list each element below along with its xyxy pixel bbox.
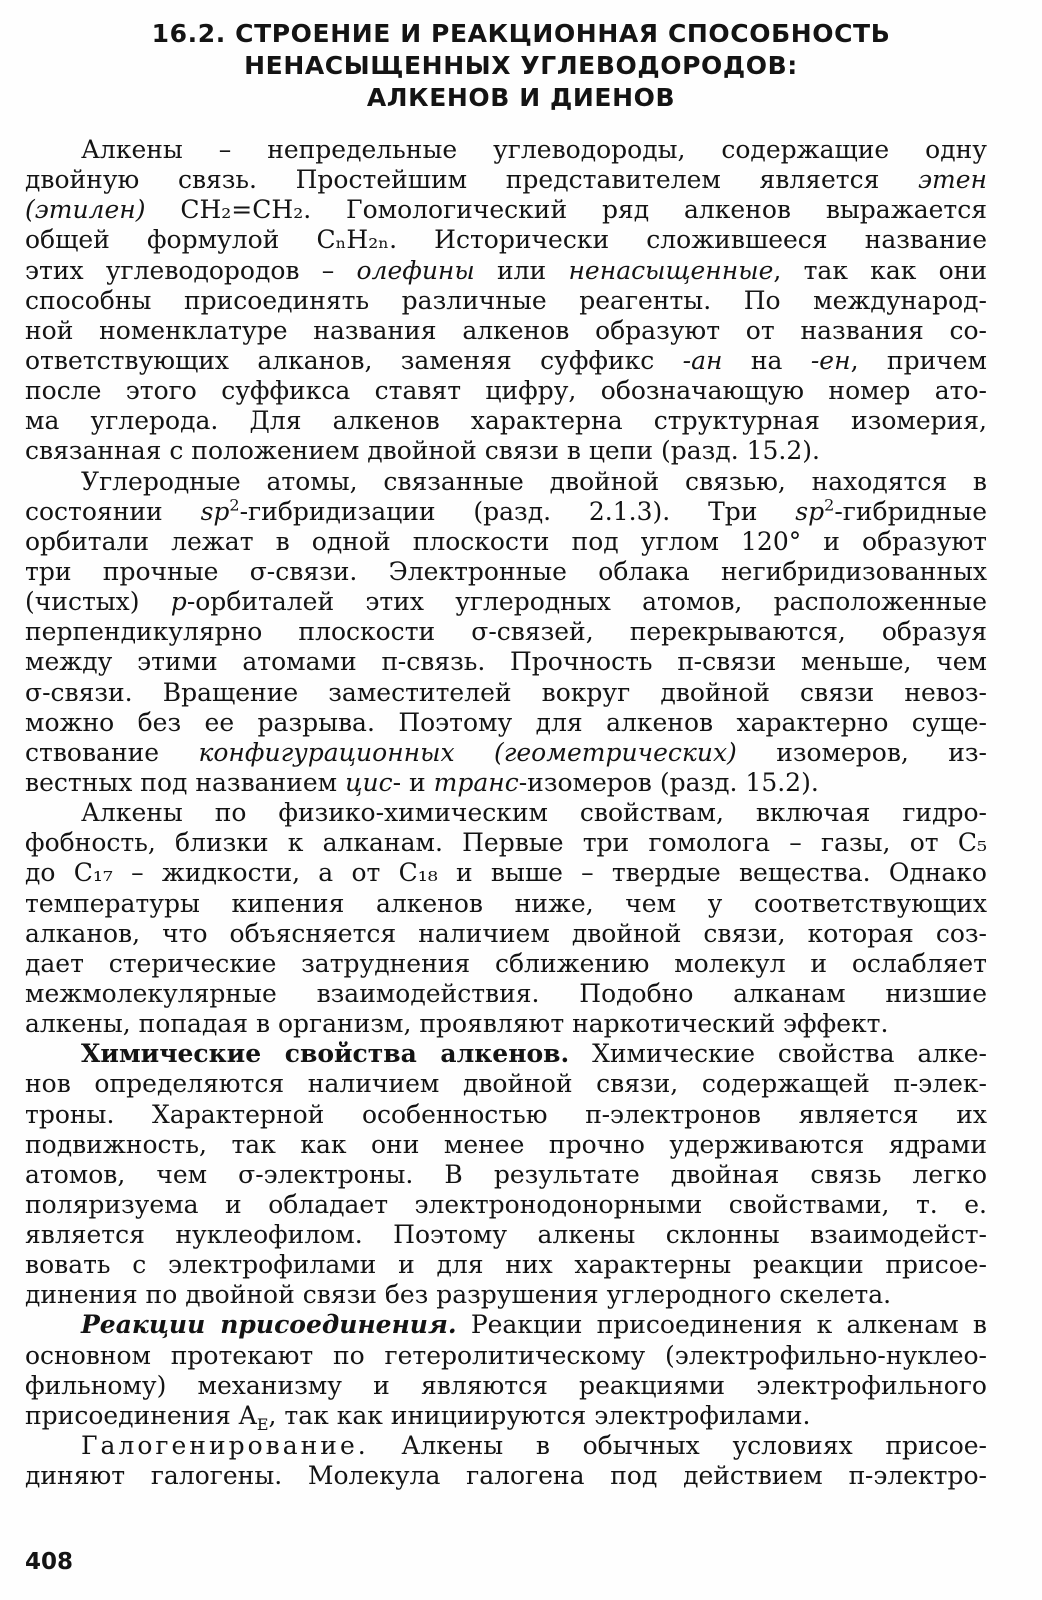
text-line: σ-связи. Вращение заместителей вокруг двойной связи невоз- <box>25 677 987 707</box>
text-line: межмолекулярные взаимодействия. Подобно алканам низшие <box>25 978 987 1008</box>
text-line: Алкены – непредельные углеводороды, содержащие одну <box>81 135 987 164</box>
formula-c5: C₅ <box>957 828 987 858</box>
text-line: динения по двойной связи без разрушения углеродного скелета. <box>25 1280 892 1310</box>
text-line: ответствующих алканов, заменяя суффикс -ан на -ен, причем <box>25 345 988 375</box>
heading-line-2: НЕНАСЫЩЕННЫХ УГЛЕВОДОРОДОВ: <box>244 51 798 80</box>
text-line: диняют галогены. Молекула галогена под действием π-электро- <box>25 1461 987 1491</box>
text-line: атомов, чем σ-электроны. В результате двойная связь легко <box>25 1159 987 1189</box>
text-line: присоединения $A_E$, так как инициируются электрофилами. <box>25 1400 811 1434</box>
suffix-en: -ен <box>810 345 851 375</box>
term-cis: цис <box>345 767 393 797</box>
heading-line-3: АЛКЕНОВ И ДИЕНОВ <box>366 83 676 112</box>
text-line: орбитали лежат в одной плоскости под углом 120° и образуют <box>25 526 987 556</box>
formula-ae: $A_E$ <box>238 1400 269 1434</box>
text-line: Углеродные атомы, связанные двойной связью, находятся в <box>81 466 987 496</box>
text-line: до C₁₇ – жидкости, а от C₁₈ и выше – твердые вещества. Однако <box>25 858 987 888</box>
text-line: ной номенклатуре названия алкенов образуют от названия со- <box>25 315 987 345</box>
term-olefins: олефины <box>356 255 475 285</box>
text-line: троны. Характерной особенностью π-электронов является их <box>25 1099 987 1129</box>
text-line: состоянии $sp^2$-гибридизации (разд. 2.1.3). Три $sp^2$-гибридные <box>25 495 988 526</box>
suffix-an: -ан <box>682 345 723 375</box>
text-line: температуры кипения алкенов ниже, чем у соответствующих <box>25 888 987 918</box>
heading-chem-props: Химические свойства алкенов. <box>81 1039 570 1069</box>
term-trans: транс <box>433 767 519 797</box>
text-line: ствование конфигурационных (геометрических) изомеров, из- <box>25 737 987 767</box>
text-line: Реакции присоединения. Реакции присоединения к алкенам в <box>81 1310 987 1340</box>
term-unsaturated: ненасыщенные <box>568 255 774 285</box>
text-line: алкены, попадая в организм, проявляют наркотический эффект. <box>25 1009 889 1039</box>
text-line: дает стерические затруднения сближению молекул и ослабляет <box>25 948 987 978</box>
term-config-isomers: конфигурационных (геометрических) <box>198 737 737 767</box>
section-heading <box>60 18 982 114</box>
text-line: двойную связь. Простейшим представителем является этен <box>25 165 987 195</box>
text-line: подвижность, так как они менее прочно удерживаются ядрами <box>25 1129 987 1159</box>
text-line: (чистых) p-орбиталей этих углеродных атомов, расположенные <box>25 587 987 617</box>
heading-halogenation: Галогенирование. <box>81 1431 369 1461</box>
text-line: вестных под названием цис- и транс-изомеров (разд. 15.2). <box>25 767 819 797</box>
text-line: основном протекают по гетеролитическому (электрофильно-нуклео- <box>25 1340 987 1370</box>
section-number: 16.2. <box>151 19 226 48</box>
text-line: после этого суффикса ставят цифру, обозначающую номер ато- <box>25 376 987 406</box>
formula-ethene: CH₂=CH₂. <box>180 195 312 225</box>
heading-addition-reactions: Реакции присоединения. <box>81 1310 457 1340</box>
text-line: Алкены по физико-химическим свойствам, включая гидро- <box>81 798 987 828</box>
page-number: 408 <box>25 1549 74 1575</box>
text-line: нов определяются наличием двойной связи, содержащей π-элек- <box>25 1069 987 1099</box>
text-line: поляризуема и обладает электронодонорными свойствами, т. е. <box>25 1189 987 1219</box>
text-line: перпендикулярно плоскости σ-связей, перекрываются, образуя <box>25 617 987 647</box>
text-line: (этилен) CH₂=CH₂. Гомологический ряд алкенов выражается <box>25 195 987 225</box>
text-line: этих углеводородов – олефины или ненасыщенные, так как они <box>25 255 987 285</box>
text-line: Химические свойства алкенов. Химические свойства алке- <box>81 1039 987 1069</box>
term-p: p <box>170 587 187 617</box>
text-line: связанная с положением двойной связи в цепи (разд. 15.2). <box>25 436 820 466</box>
heading-line-1: 16.2. СТРОЕНИЕ И РЕАКЦИОННАЯ СПОСОБНОСТЬ <box>151 19 891 48</box>
text-line: вовать с электрофилами и для них характерны реакции присое- <box>25 1250 987 1280</box>
formula-general: CₙH₂ₙ. <box>316 225 398 255</box>
text-line: можно без ее разрыва. Поэтому для алкенов характерно суще- <box>25 707 987 737</box>
formula-c18: C₁₈ <box>398 858 438 888</box>
formula-c17: C₁₇ <box>73 858 113 888</box>
term-etene: этен <box>918 165 987 195</box>
text-line: три прочные σ-связи. Электронные облака негибридизованных <box>25 556 987 586</box>
text-line: между этими атомами π-связь. Прочность π-связи меньше, чем <box>25 647 987 677</box>
text-line: фобность, близки к алканам. Первые три гомолога – газы, от C₅ <box>25 828 987 858</box>
text-line: фильному) механизму и являются реакциями электрофильного <box>25 1370 987 1400</box>
text-line: способны присоединять различные реагенты. По международ- <box>25 285 987 315</box>
text-line: общей формулой CₙH₂ₙ. Исторически сложившееся название <box>25 225 988 255</box>
term-ethylene: (этилен) <box>25 195 146 225</box>
text-line: ма углерода. Для алкенов характерна структурная изомерия, <box>25 406 987 436</box>
text-line: алканов, что объясняется наличием двойной связи, которая соз- <box>25 918 987 948</box>
text-line: Галогенирование. Алкены в обычных условиях присое- <box>81 1431 987 1461</box>
term-sp2: sp <box>200 496 230 526</box>
text-line: является нуклеофилом. Поэтому алкены склонны взаимодейст- <box>25 1220 987 1250</box>
body-text <box>25 135 987 1491</box>
